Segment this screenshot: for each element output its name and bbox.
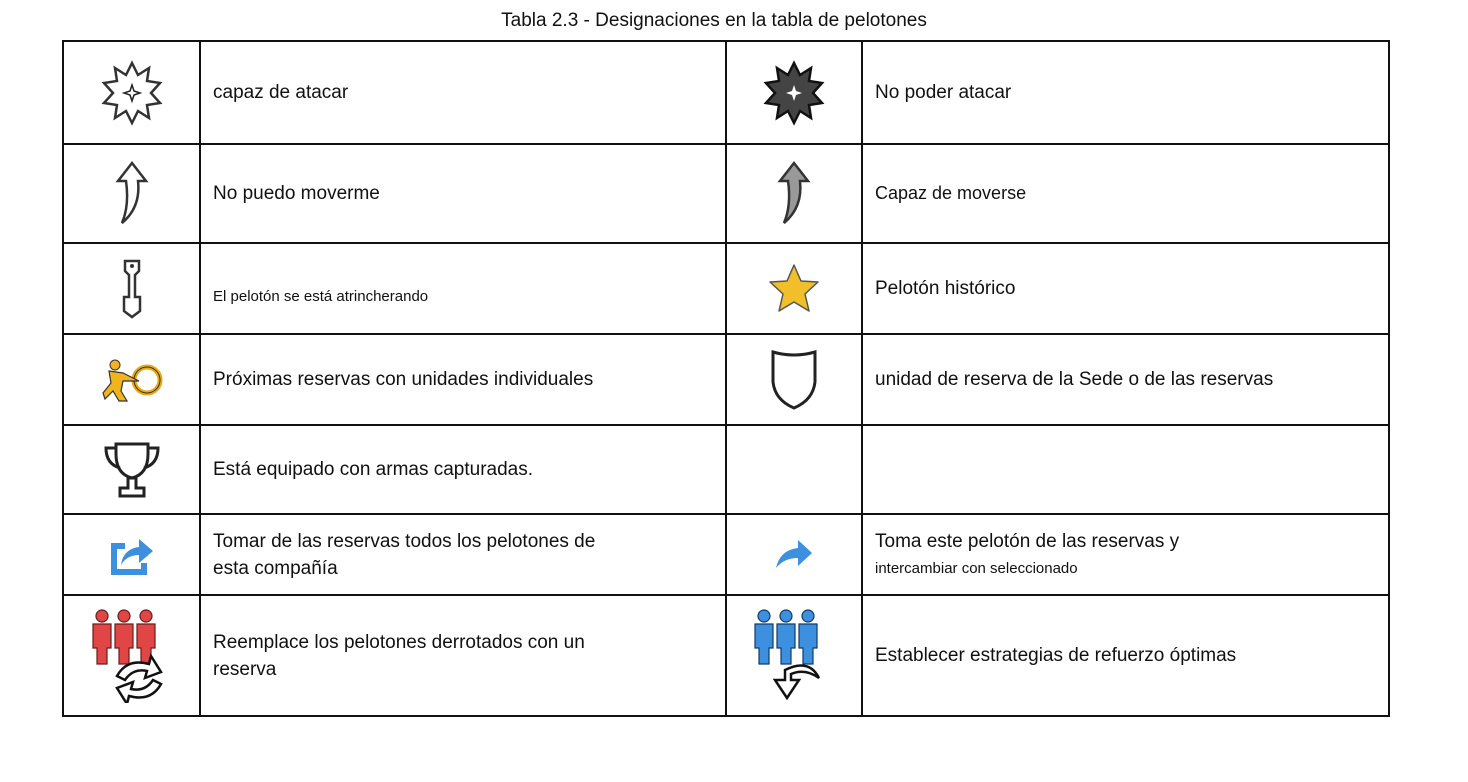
table-row [63,595,1389,716]
table-row [63,144,1389,243]
share-arrow-icon [774,540,814,570]
empty-icon-cell [726,425,862,514]
share-box-icon [107,533,157,577]
label-captured-weapons: Está equipado con armas capturadas. [213,459,534,480]
table-row [63,41,1389,144]
label-reinforcement-strategies: Establecer estrategias de refuerzo óptimas [875,645,1237,666]
label-replace-defeated: Reemplace los pelotones derrotados con un [213,631,585,653]
burst-filled-icon [759,58,829,128]
label-replace-defeated-line2: reserva [213,658,277,680]
reinforce-strategy-icon [749,608,839,703]
table-row [63,514,1389,595]
label-take-all-reserves: Tomar de las reservas todos los pelotones de [213,530,596,552]
burst-outline-icon [97,58,167,128]
shovel-icon [117,257,147,321]
label-cannot-move: No puedo moverme [213,183,380,204]
label-hq-reserve: unidad de reserva de la Sede o de las reservas [875,369,1274,390]
table-title: Tabla 2.3 - Designaciones en la tabla de pelotones [501,10,927,31]
label-take-this-squad: Toma este pelotón de las reservas y [875,530,1180,552]
shield-icon [769,348,819,412]
label-entrenching: El pelotón se está atrincherando [213,287,429,305]
table-row [63,334,1389,425]
arrow-outline-icon [112,159,152,229]
table-row [63,425,1389,514]
label-take-all-reserves-line2: esta compañía [213,557,338,579]
arrow-gray-icon [774,159,814,229]
label-can-move: Capaz de moverse [875,183,1027,203]
replace-squads-icon [87,608,177,703]
label-cannot-attack: No poder atacar [875,82,1012,103]
label-can-attack: capaz de atacar [213,82,349,103]
label-take-this-squad-line2: intercambiar con seleccionado [875,559,1078,577]
label-historic: Pelotón histórico [875,278,1016,299]
empty-text-cell [862,425,1389,514]
reserves-individual-icon [99,355,165,405]
label-upcoming-reserves: Próximas reservas con unidades individuales [213,369,594,390]
table-row [63,243,1389,334]
designations-table [62,40,1390,717]
trophy-icon [102,440,162,500]
star-icon [766,261,822,317]
